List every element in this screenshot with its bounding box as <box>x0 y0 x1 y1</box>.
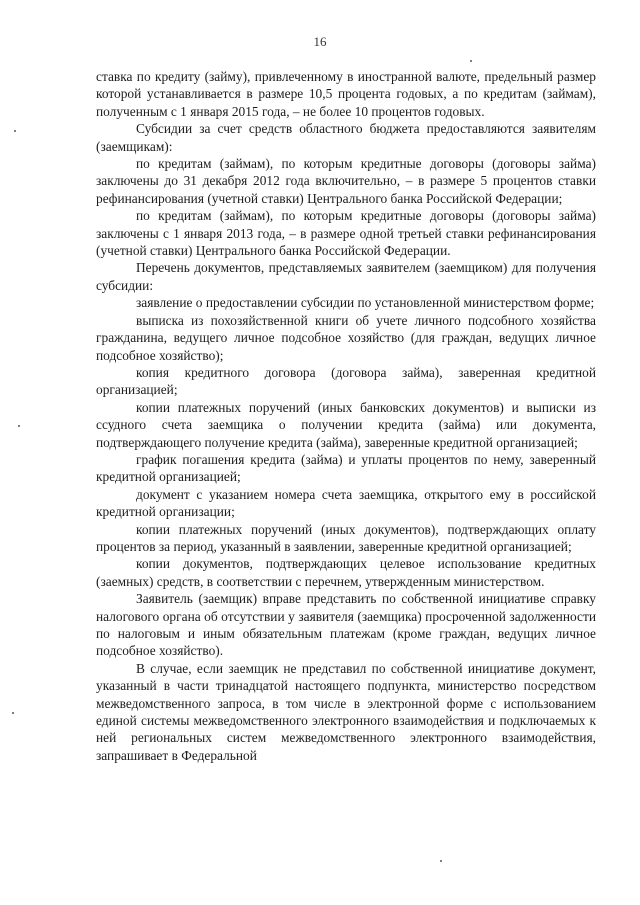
list-item-account-number: документ с указанием номера счета заемщика, открытого ему в российской кредитной организации; <box>96 486 596 520</box>
list-item-repayment-schedule: график погашения кредита (займа) и уплаты процентов по нему, заверенный кредитной организацией; <box>96 451 596 485</box>
list-item-target-use-documents: копии документов, подтверждающих целевое использование кредитных (заемных) средств, в соответствии с перечнем, утвержденным министерством. <box>96 556 596 589</box>
paragraph-tax-certificate: Заявитель (заемщик) вправе представить по собственной инициативе справку налогового органа об отсутствии у заявителя (заемщика) просроченной задолженности по налоговым и иным обязательным платежам (кроме граждан, ведущих личное подсобное хозяйство). <box>96 591 596 659</box>
scan-speck <box>470 60 472 62</box>
paragraph-continuation: ставка по кредиту (займу), привлеченному в иностранной валюте, предельный размер которой устанавливается в размере 10,5 процента годовых, а по кредитам (займам), полученным с 1 января 2015 года, – не более 10 процентов годовых. <box>96 69 596 119</box>
paragraph-documents-list-intro: Перечень документов, представляемых заявителем (заемщиком) для получения субсидии: <box>96 260 596 293</box>
scan-speck <box>440 860 442 862</box>
paragraph-loans-from-2013: по кредитам (займам), по которым кредитные договоры (договоры займа) заключены с 1 января 2013 года, – в размере одной третьей ставки рефинансирования (учетной ставки) Центрального банка Российской Федерации. <box>96 208 596 259</box>
list-item-household-book-extract: выписка из похозяйственной книги об учете личного подсобного хозяйства гражданина, ведущего личное подсобное хозяйство (для граждан, ведущих личное подсобное хозяйство); <box>96 312 596 363</box>
paragraph-subsidies-intro: Субсидии за счет средств областного бюджета предоставляются заявителям (заемщикам): <box>96 121 596 154</box>
scan-speck <box>18 425 20 427</box>
page-number: 16 <box>313 34 327 49</box>
scan-speck <box>14 130 16 132</box>
paragraph-loans-until-2012: по кредитам (займам), по которым кредитные договоры (договоры займа) заключены до 31 декабря 2012 года включительно, – в размере 5 процентов ставки рефинансирования (учетной ставки) Центрального банка Российской Федерации; <box>96 156 596 206</box>
list-item-loan-agreement-copy: копия кредитного договора (договора займа), заверенная кредитной организацией; <box>96 364 596 398</box>
list-item-application: заявление о предоставлении субсидии по установленной министерством форме; <box>136 295 595 311</box>
list-item-payment-orders: копии платежных поручений (иных банковских документов) и выписки из ссудного счета заемщика о получении кредита (займа) или документа, подтверждающего получение кредита (займа), заверенные кредитной организацией; <box>96 399 596 450</box>
paragraph-interagency-request: В случае, если заемщик не представил по собственной инициативе документ, указанный в части тринадцатой настоящего подпункта, министерство посредством межведомственного запроса, в том числе в электронной форме с использованием единой системы межведомственного электронного взаимодействия и подключаемых к ней региональных систем межведомственного электронного взаимодействия, запрашивает в Федеральной <box>96 660 596 763</box>
list-item-interest-payment-orders: копии платежных поручений (иных документов), подтверждающих оплату процентов за период, указанный в заявлении, заверенные кредитной организацией; <box>96 521 596 554</box>
scan-speck <box>12 712 14 714</box>
document-body <box>96 68 596 764</box>
